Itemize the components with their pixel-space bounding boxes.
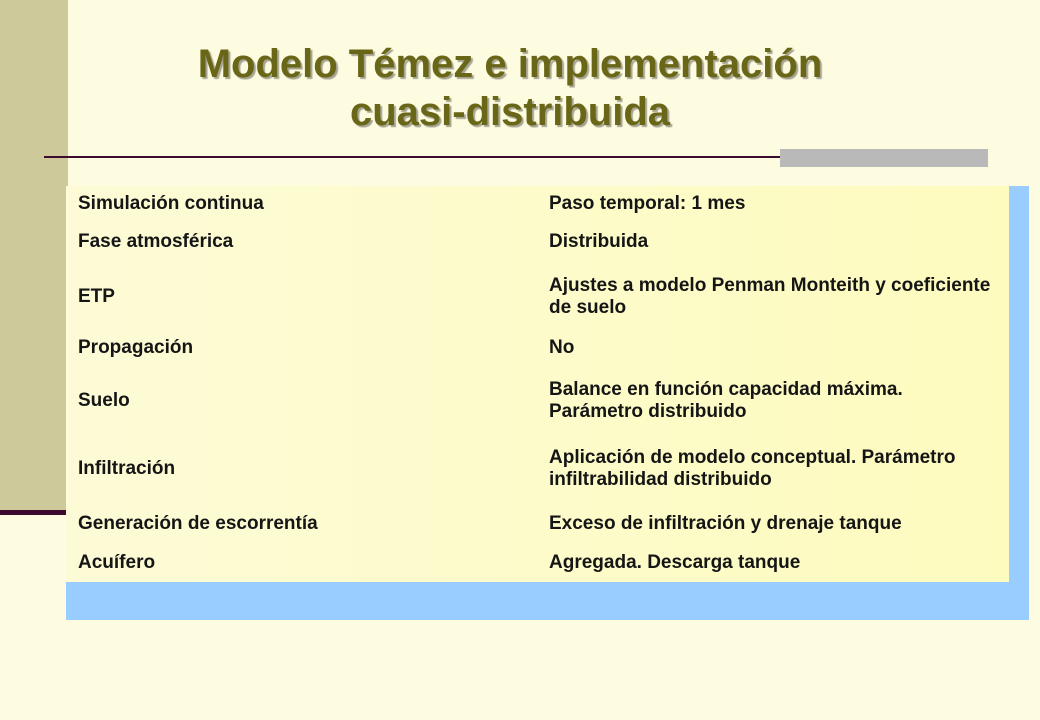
- left-decorative-rule: [0, 510, 68, 515]
- slide-title-line-1: Modelo Témez e implementación: [197, 42, 823, 86]
- row-label: Propagación: [78, 337, 194, 358]
- table-row: [66, 262, 1009, 332]
- left-decorative-band: [0, 0, 68, 512]
- row-value: Agregada. Descarga tanque: [549, 552, 801, 573]
- row-value: Ajustes a modelo Penman Monteith y coeficiente de suelo: [549, 275, 991, 318]
- row-value: Paso temporal: 1 mes: [549, 193, 746, 214]
- table-row: [66, 504, 1009, 544]
- model-properties-table: [66, 186, 1009, 582]
- table-row: [66, 364, 1009, 438]
- row-value: Aplicación de modelo conceptual. Parámetro infiltrabilidad distribuido: [549, 447, 956, 490]
- row-value: Distribuida: [549, 231, 649, 252]
- row-label: Simulación continua: [78, 193, 264, 214]
- table-row: [66, 222, 1009, 262]
- row-label: Acuífero: [78, 552, 156, 573]
- row-value: Exceso de infiltración y drenaje tanque: [549, 513, 902, 534]
- row-label: Fase atmosférica: [78, 231, 234, 252]
- table-row: [66, 438, 1009, 500]
- slide-title-line-2: cuasi-distribuida: [349, 90, 671, 134]
- row-label: Generación de escorrentía: [78, 513, 318, 534]
- title-divider-accent: [780, 149, 988, 167]
- table-row: [66, 186, 1009, 222]
- row-value: Balance en función capacidad máxima. Parámetro distribuido: [549, 379, 903, 422]
- row-label: ETP: [78, 286, 115, 307]
- row-value: No: [549, 337, 575, 358]
- table-row: [66, 332, 1009, 364]
- table-row: [66, 544, 1009, 582]
- row-label: Infiltración: [78, 458, 176, 479]
- slide-title: [150, 40, 870, 136]
- row-label: Suelo: [78, 390, 130, 411]
